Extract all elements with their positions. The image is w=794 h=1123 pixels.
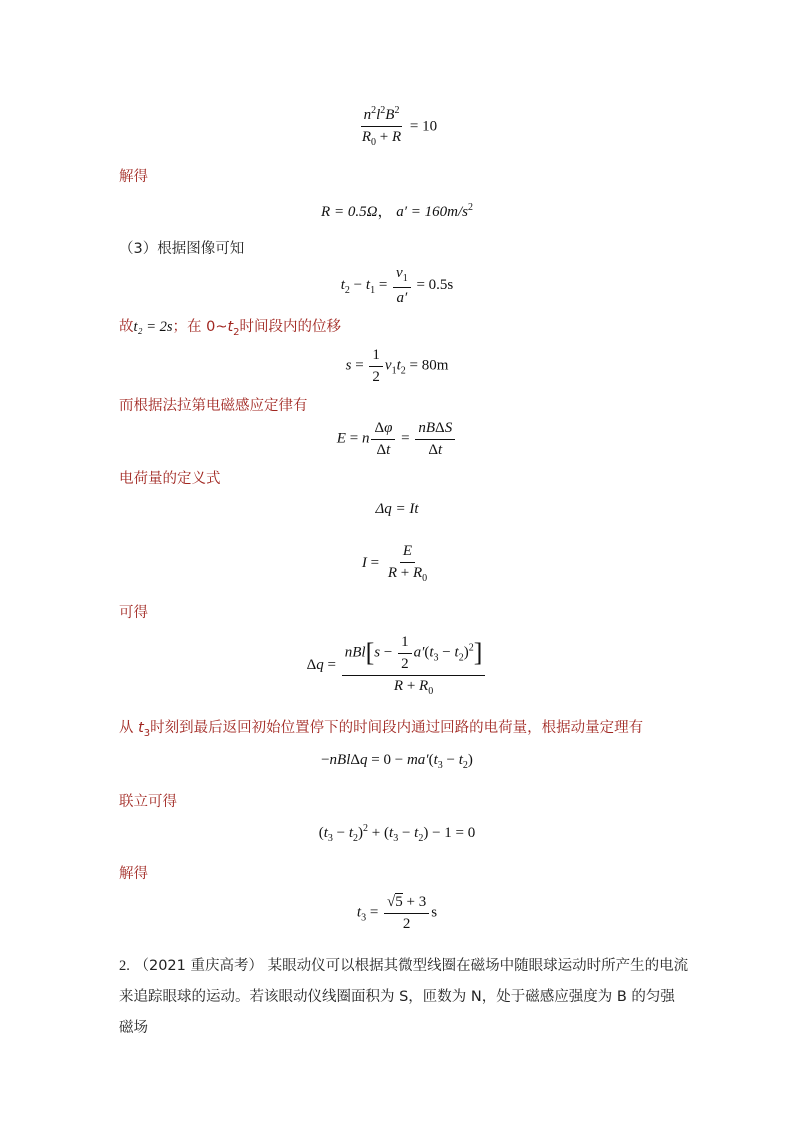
resistance-value: R = 0.5Ω bbox=[321, 204, 378, 220]
question-text-line-1: 某眼动仪可以根据其微型线圈在磁场中随眼球运动时所产生的电流 bbox=[267, 958, 689, 974]
equation-2 bbox=[0, 200, 794, 221]
equation-8: Δq = nBl[s − $\frac{1}{2}$ $a'(t_3 - t_2)^2$] $R + R_0$ bbox=[0, 633, 794, 698]
faraday-text: 而根据法拉第电磁感应定律有 bbox=[119, 398, 308, 414]
from-line bbox=[119, 716, 643, 739]
equation-5: E = n $\frac{\Delta\varphi}{\Delta t}$ = $\frac{\text{nBΔS}}{\Delta t}$ bbox=[0, 419, 794, 460]
gu-t: t bbox=[227, 319, 234, 335]
question-number: 2. bbox=[119, 958, 130, 974]
acceleration-exponent: 2 bbox=[467, 202, 473, 213]
equation-9: $-nBl\Delta q = 0 - ma'(t_3 - t_2)$ bbox=[321, 752, 473, 771]
gu-line bbox=[119, 315, 341, 338]
label-kede-1: 可得 bbox=[119, 605, 148, 621]
equation-1: $\frac{n^2l^2B^2}{R_0 + R}$ = 10 bbox=[361, 105, 438, 148]
equation-2-separator: ， bbox=[377, 204, 393, 220]
gu-prefix: 故 bbox=[119, 319, 134, 335]
equation-4-rhs: = 80m bbox=[409, 357, 449, 374]
gu-end: 时间段内的位移 bbox=[239, 319, 342, 335]
question-source: （2021 重庆高考） bbox=[134, 958, 263, 974]
from-t-sub: 3 bbox=[143, 727, 151, 739]
t2-equation: t₂ = 2s bbox=[133, 319, 173, 335]
from-prefix: 从 bbox=[119, 720, 139, 736]
label-jiede-2: 解得 bbox=[119, 866, 148, 882]
question-2 bbox=[119, 951, 689, 1044]
equation-4: s = $\frac{1}{2}$ $v_1t_2 = 80m$ bbox=[345, 347, 449, 385]
equation-3: $t_2 - t_1$ = $\frac{v_1}{a'}$ = 0.5s bbox=[340, 265, 454, 306]
charge-definition-text: 电荷量的定义式 bbox=[119, 471, 221, 487]
acceleration-value: a′ = 160m/s bbox=[396, 204, 468, 220]
gu-t-sub: 2 bbox=[233, 326, 240, 338]
question-2-line-1 bbox=[119, 951, 689, 982]
gu-suffix: ；在 0~ bbox=[172, 319, 228, 335]
equation-11: $t_3$ = $\frac{√5 + 3}{2}$ s bbox=[356, 894, 438, 932]
question-text-line-2: 来追踪眼球的运动。若该眼动仪线圈面积为 S，匝数为 N，处于磁感应强度为 B 的匀强磁场 bbox=[119, 989, 675, 1036]
equation-10: $(t_3 - t_2)^2 + (t_3 - t_2) - 1 = 0$ bbox=[318, 823, 476, 844]
equation-7: I = $\frac{E}{R + R_0}$ bbox=[361, 543, 428, 584]
equation-10-rhs: = 0 bbox=[455, 825, 476, 841]
equation-6: Δq = It bbox=[375, 501, 419, 517]
equation-3-rhs: = 0.5s bbox=[416, 277, 454, 294]
label-jiede-1: 解得 bbox=[119, 169, 148, 185]
equation-1-rhs: = 10 bbox=[409, 118, 438, 135]
equation-11-unit: s bbox=[431, 904, 438, 921]
part-3-heading: （3）根据图像可知 bbox=[119, 241, 245, 257]
label-lianli: 联立可得 bbox=[119, 794, 177, 810]
from-rest: 时刻到最后返回初始位置停下的时间段内通过回路的电荷量，根据动量定理有 bbox=[150, 720, 644, 736]
from-t: t bbox=[138, 720, 144, 736]
